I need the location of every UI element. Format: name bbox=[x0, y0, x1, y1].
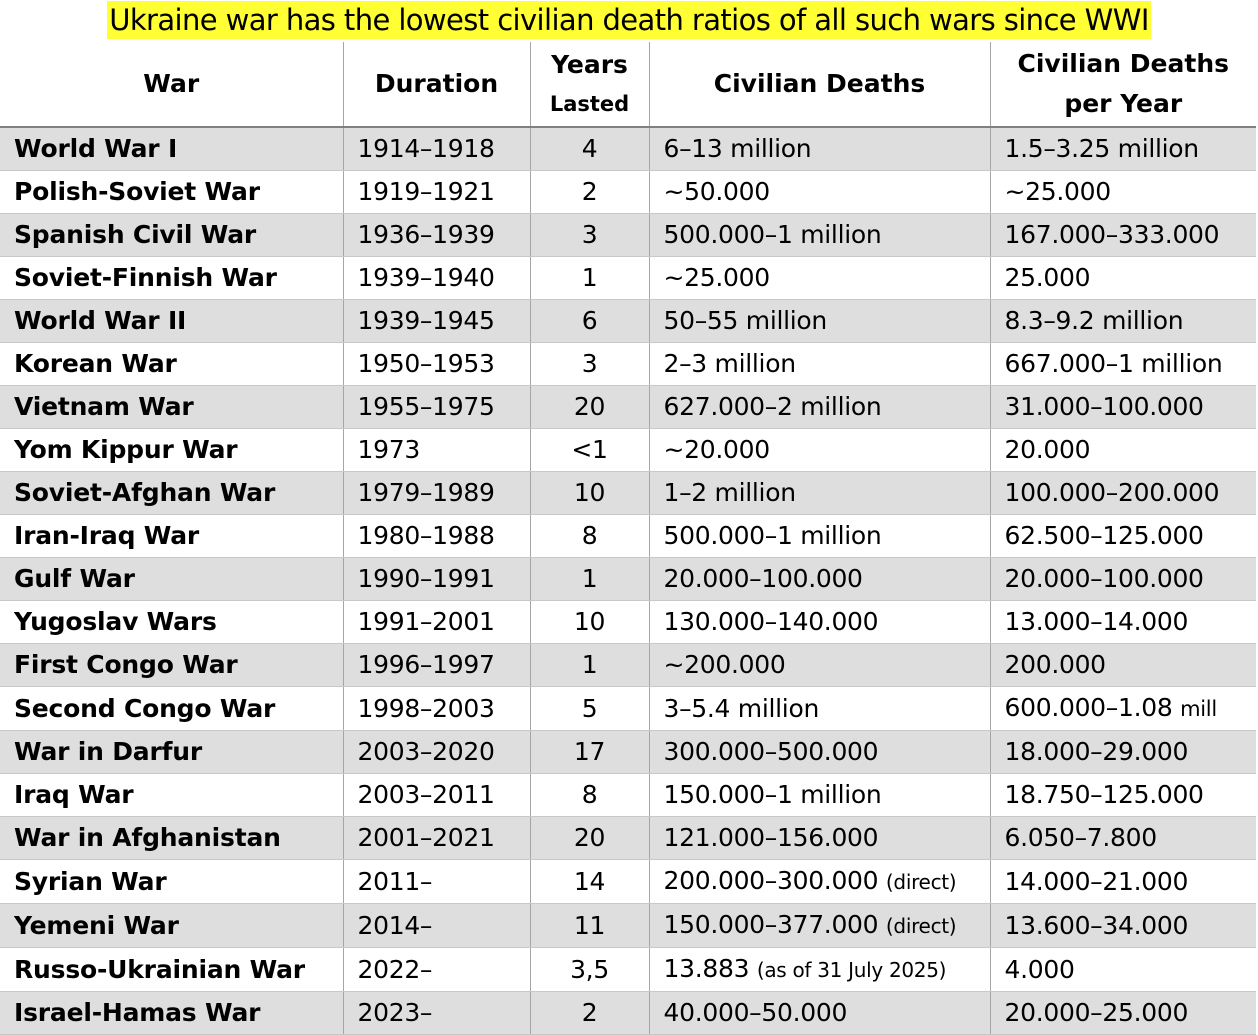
war-name: Korean War bbox=[14, 349, 177, 378]
duration: 2023– bbox=[357, 998, 433, 1027]
page-title: Ukraine war has the lowest civilian death ratios of all such wars since WWI bbox=[109, 3, 1149, 37]
duration: 1939–1940 bbox=[357, 263, 495, 292]
years-lasted: 8 bbox=[581, 521, 598, 550]
duration-cell bbox=[343, 171, 530, 214]
war-name-cell bbox=[0, 429, 343, 472]
years-cell bbox=[530, 860, 649, 904]
war-name: Polish-Soviet War bbox=[14, 177, 260, 206]
header-per-year-line2: per Year bbox=[1064, 89, 1183, 118]
war-name-cell bbox=[0, 171, 343, 214]
duration: 2014– bbox=[357, 910, 433, 940]
duration-cell bbox=[343, 731, 530, 774]
war-name: Yugoslav Wars bbox=[14, 607, 217, 636]
civilian-deaths-cell bbox=[649, 948, 990, 992]
civilian-deaths-cell bbox=[649, 386, 990, 429]
deaths-per-year: 20.000 bbox=[1004, 435, 1091, 464]
war-name: Russo-Ukrainian War bbox=[14, 954, 305, 984]
duration-cell bbox=[343, 472, 530, 515]
civilian-deaths-cell bbox=[649, 343, 990, 386]
civilian-deaths-cell bbox=[649, 429, 990, 472]
civilian-deaths-cell bbox=[649, 992, 990, 1035]
duration-cell bbox=[343, 214, 530, 257]
duration: 2011– bbox=[357, 866, 433, 896]
civilian-deaths: 20.000–100.000 bbox=[663, 564, 863, 593]
table-row bbox=[0, 429, 1256, 472]
deaths-per-year: 13.600–34.000 bbox=[1004, 910, 1189, 940]
deaths-per-year: 62.500–125.000 bbox=[1004, 521, 1204, 550]
table-row bbox=[0, 343, 1256, 386]
duration-cell bbox=[343, 300, 530, 343]
civilian-deaths-cell bbox=[649, 644, 990, 687]
deaths-per-year-cell bbox=[990, 429, 1256, 472]
deaths-per-year: 13.000–14.000 bbox=[1004, 607, 1189, 636]
duration: 1996–1997 bbox=[357, 650, 495, 679]
deaths-per-year: 1.5–3.25 million bbox=[1004, 134, 1199, 163]
years-lasted: 4 bbox=[581, 134, 598, 163]
deaths-per-year-cell bbox=[990, 472, 1256, 515]
war-name-cell bbox=[0, 817, 343, 860]
deaths-per-year-cell bbox=[990, 214, 1256, 257]
years-lasted: 1 bbox=[581, 263, 598, 292]
war-name: War in Afghanistan bbox=[14, 823, 281, 852]
civilian-deaths-cell bbox=[649, 601, 990, 644]
table-row bbox=[0, 644, 1256, 687]
civilian-deaths: 130.000–140.000 bbox=[663, 607, 879, 636]
table-row bbox=[0, 515, 1256, 558]
years-lasted: 2 bbox=[581, 177, 598, 206]
table-row bbox=[0, 948, 1256, 992]
years-cell bbox=[530, 731, 649, 774]
deaths-per-year-cell bbox=[990, 860, 1256, 904]
deaths-per-year: 20.000–25.000 bbox=[1004, 998, 1189, 1027]
civilian-deaths-cell bbox=[649, 774, 990, 817]
civilian-deaths: 50–55 million bbox=[663, 306, 827, 335]
table-row bbox=[0, 601, 1256, 644]
war-name: Vietnam War bbox=[14, 392, 194, 421]
years-cell bbox=[530, 386, 649, 429]
deaths-per-year-cell bbox=[990, 257, 1256, 300]
war-name-cell bbox=[0, 558, 343, 601]
table-row bbox=[0, 731, 1256, 774]
civilian-deaths: 627.000–2 million bbox=[663, 392, 882, 421]
war-name-cell bbox=[0, 860, 343, 904]
header-deaths-per-year bbox=[990, 42, 1256, 127]
duration-cell bbox=[343, 515, 530, 558]
years-lasted: 10 bbox=[573, 607, 606, 636]
deaths-per-year: 167.000–333.000 bbox=[1004, 220, 1220, 249]
civilian-deaths-cell bbox=[649, 515, 990, 558]
war-name: Israel-Hamas War bbox=[14, 998, 261, 1027]
duration: 1990–1991 bbox=[357, 564, 495, 593]
civilian-deaths-note: (direct) bbox=[885, 914, 957, 938]
years-lasted: <1 bbox=[571, 435, 608, 464]
duration: 1950–1953 bbox=[357, 349, 495, 378]
table-body bbox=[0, 127, 1256, 1035]
civilian-deaths: ~25.000 bbox=[663, 263, 770, 292]
table-row bbox=[0, 992, 1256, 1035]
years-lasted: 3,5 bbox=[570, 954, 609, 984]
header-per-year-line1: Civilian Deaths bbox=[1017, 49, 1229, 78]
years-cell bbox=[530, 992, 649, 1035]
war-name-cell bbox=[0, 687, 343, 731]
deaths-per-year-cell bbox=[990, 992, 1256, 1035]
duration-cell bbox=[343, 948, 530, 992]
war-name-cell bbox=[0, 644, 343, 687]
civilian-deaths-cell bbox=[649, 817, 990, 860]
civilian-deaths-note: (as of 31 July 2025) bbox=[756, 958, 947, 982]
duration: 1973 bbox=[357, 435, 420, 464]
duration: 1939–1945 bbox=[357, 306, 495, 335]
deaths-per-year-cell bbox=[990, 687, 1256, 731]
war-name-cell bbox=[0, 515, 343, 558]
deaths-per-year: 18.750–125.000 bbox=[1004, 780, 1204, 809]
years-cell bbox=[530, 300, 649, 343]
war-name: Iraq War bbox=[14, 780, 134, 809]
table-row bbox=[0, 257, 1256, 300]
duration: 1914–1918 bbox=[357, 134, 495, 163]
war-name-cell bbox=[0, 343, 343, 386]
years-lasted: 3 bbox=[581, 349, 598, 378]
title-wrapper bbox=[0, 0, 1258, 40]
duration: 2003–2020 bbox=[357, 737, 495, 766]
years-cell bbox=[530, 515, 649, 558]
war-name-cell bbox=[0, 992, 343, 1035]
years-lasted: 3 bbox=[581, 220, 598, 249]
war-name-cell bbox=[0, 127, 343, 171]
war-name-cell bbox=[0, 386, 343, 429]
civilian-deaths: 1–2 million bbox=[663, 478, 796, 507]
war-name: Soviet-Finnish War bbox=[14, 263, 277, 292]
table-row bbox=[0, 558, 1256, 601]
war-name: Second Congo War bbox=[14, 693, 276, 723]
civilian-deaths-cell bbox=[649, 904, 990, 948]
years-cell bbox=[530, 429, 649, 472]
duration: 1979–1989 bbox=[357, 478, 495, 507]
header-years-lasted bbox=[530, 42, 649, 127]
civilian-deaths: 150.000–377.000 bbox=[663, 910, 879, 939]
deaths-per-year: 6.050–7.800 bbox=[1004, 823, 1157, 852]
years-lasted: 2 bbox=[581, 998, 598, 1027]
duration-cell bbox=[343, 257, 530, 300]
civilian-deaths-cell bbox=[649, 731, 990, 774]
deaths-per-year-cell bbox=[990, 774, 1256, 817]
table-row bbox=[0, 171, 1256, 214]
war-name: Yemeni War bbox=[14, 910, 179, 940]
years-cell bbox=[530, 472, 649, 515]
war-name: First Congo War bbox=[14, 650, 238, 679]
civilian-deaths: 6–13 million bbox=[663, 134, 812, 163]
civilian-deaths: ~20.000 bbox=[663, 435, 770, 464]
table-row bbox=[0, 214, 1256, 257]
deaths-per-year: 4.000 bbox=[1004, 954, 1075, 984]
years-lasted: 5 bbox=[581, 693, 598, 723]
deaths-per-year: 25.000 bbox=[1004, 263, 1091, 292]
table-row bbox=[0, 300, 1256, 343]
civilian-deaths: 150.000–1 million bbox=[663, 780, 882, 809]
duration-cell bbox=[343, 343, 530, 386]
deaths-per-year-cell bbox=[990, 644, 1256, 687]
civilian-deaths: 300.000–500.000 bbox=[663, 737, 879, 766]
deaths-per-year-cell bbox=[990, 343, 1256, 386]
deaths-per-year-cell bbox=[990, 948, 1256, 992]
deaths-per-year-cell bbox=[990, 558, 1256, 601]
war-name: War in Darfur bbox=[14, 737, 203, 766]
duration-cell bbox=[343, 817, 530, 860]
deaths-per-year-cell bbox=[990, 601, 1256, 644]
war-name-cell bbox=[0, 601, 343, 644]
duration: 2001–2021 bbox=[357, 823, 495, 852]
duration-cell bbox=[343, 127, 530, 171]
duration-cell bbox=[343, 429, 530, 472]
war-name: Syrian War bbox=[14, 866, 167, 896]
deaths-per-year: 667.000–1 million bbox=[1004, 349, 1223, 378]
duration-cell bbox=[343, 386, 530, 429]
years-cell bbox=[530, 558, 649, 601]
duration: 1919–1921 bbox=[357, 177, 495, 206]
civilian-deaths: 121.000–156.000 bbox=[663, 823, 879, 852]
years-lasted: 11 bbox=[573, 910, 606, 940]
war-name-cell bbox=[0, 731, 343, 774]
war-name-cell bbox=[0, 904, 343, 948]
deaths-per-year-suffix: mill bbox=[1180, 697, 1217, 721]
deaths-per-year-cell bbox=[990, 904, 1256, 948]
civilian-deaths-cell bbox=[649, 127, 990, 171]
war-name: Gulf War bbox=[14, 564, 135, 593]
war-name-cell bbox=[0, 774, 343, 817]
header-civilian-deaths: Civilian Deaths bbox=[649, 42, 990, 127]
years-cell bbox=[530, 904, 649, 948]
civilian-deaths-note: (direct) bbox=[885, 870, 957, 894]
civilian-deaths: ~200.000 bbox=[663, 650, 786, 679]
years-lasted: 1 bbox=[581, 650, 598, 679]
duration-cell bbox=[343, 558, 530, 601]
years-cell bbox=[530, 171, 649, 214]
war-deaths-table bbox=[0, 42, 1256, 1035]
deaths-per-year: 100.000–200.000 bbox=[1004, 478, 1220, 507]
deaths-per-year: 14.000–21.000 bbox=[1004, 866, 1189, 896]
war-name: Iran-Iraq War bbox=[14, 521, 200, 550]
years-cell bbox=[530, 343, 649, 386]
duration-cell bbox=[343, 774, 530, 817]
table-row bbox=[0, 860, 1256, 904]
header-years-line2: Lasted bbox=[549, 92, 630, 116]
years-cell bbox=[530, 644, 649, 687]
years-cell bbox=[530, 601, 649, 644]
years-cell bbox=[530, 774, 649, 817]
years-cell bbox=[530, 687, 649, 731]
duration: 1991–2001 bbox=[357, 607, 495, 636]
years-lasted: 8 bbox=[581, 780, 598, 809]
civilian-deaths-cell bbox=[649, 171, 990, 214]
deaths-per-year-cell bbox=[990, 731, 1256, 774]
war-name-cell bbox=[0, 472, 343, 515]
deaths-per-year: 200.000 bbox=[1004, 650, 1106, 679]
years-lasted: 14 bbox=[573, 866, 606, 896]
table-row bbox=[0, 774, 1256, 817]
header-duration: Duration bbox=[343, 42, 530, 127]
duration: 2022– bbox=[357, 954, 433, 984]
deaths-per-year-cell bbox=[990, 300, 1256, 343]
table-row bbox=[0, 817, 1256, 860]
duration: 1998–2003 bbox=[357, 693, 495, 723]
deaths-per-year-cell bbox=[990, 386, 1256, 429]
duration-cell bbox=[343, 904, 530, 948]
civilian-deaths: 3–5.4 million bbox=[663, 693, 819, 723]
war-name: World War I bbox=[14, 134, 178, 163]
deaths-per-year-cell bbox=[990, 817, 1256, 860]
table-row bbox=[0, 904, 1256, 948]
civilian-deaths-cell bbox=[649, 300, 990, 343]
deaths-per-year: 31.000–100.000 bbox=[1004, 392, 1204, 421]
deaths-per-year: 20.000–100.000 bbox=[1004, 564, 1204, 593]
duration: 1955–1975 bbox=[357, 392, 495, 421]
deaths-per-year: 18.000–29.000 bbox=[1004, 737, 1189, 766]
war-name: Soviet-Afghan War bbox=[14, 478, 276, 507]
civilian-deaths-cell bbox=[649, 257, 990, 300]
civilian-deaths: 40.000–50.000 bbox=[663, 998, 848, 1027]
table-row bbox=[0, 687, 1256, 731]
duration: 1980–1988 bbox=[357, 521, 495, 550]
war-name-cell bbox=[0, 300, 343, 343]
deaths-per-year: 600.000–1.08 bbox=[1004, 693, 1173, 722]
war-name: Spanish Civil War bbox=[14, 220, 257, 249]
table-header bbox=[0, 42, 1256, 127]
duration-cell bbox=[343, 687, 530, 731]
duration-cell bbox=[343, 644, 530, 687]
duration: 1936–1939 bbox=[357, 220, 495, 249]
war-name-cell bbox=[0, 257, 343, 300]
years-cell bbox=[530, 817, 649, 860]
years-lasted: 6 bbox=[581, 306, 598, 335]
years-lasted: 20 bbox=[573, 392, 606, 421]
deaths-per-year: 8.3–9.2 million bbox=[1004, 306, 1184, 335]
table-row bbox=[0, 472, 1256, 515]
civilian-deaths-cell bbox=[649, 214, 990, 257]
years-cell bbox=[530, 257, 649, 300]
civilian-deaths: 13.883 bbox=[663, 954, 750, 983]
deaths-per-year-cell bbox=[990, 171, 1256, 214]
civilian-deaths-cell bbox=[649, 472, 990, 515]
table-row bbox=[0, 127, 1256, 171]
header-war: War bbox=[0, 42, 343, 127]
years-lasted: 17 bbox=[573, 737, 606, 766]
deaths-per-year-cell bbox=[990, 515, 1256, 558]
civilian-deaths: 200.000–300.000 bbox=[663, 866, 879, 895]
civilian-deaths: 500.000–1 million bbox=[663, 220, 882, 249]
duration-cell bbox=[343, 860, 530, 904]
war-name-cell bbox=[0, 214, 343, 257]
deaths-per-year-cell bbox=[990, 127, 1256, 171]
civilian-deaths-cell bbox=[649, 558, 990, 601]
years-lasted: 1 bbox=[581, 564, 598, 593]
civilian-deaths-cell bbox=[649, 860, 990, 904]
deaths-per-year: ~25.000 bbox=[1004, 177, 1111, 206]
war-name: World War II bbox=[14, 306, 187, 335]
civilian-deaths: ~50.000 bbox=[663, 177, 770, 206]
civilian-deaths-cell bbox=[649, 687, 990, 731]
years-lasted: 10 bbox=[573, 478, 606, 507]
war-name: Yom Kippur War bbox=[14, 435, 238, 464]
war-name-cell bbox=[0, 948, 343, 992]
header-row bbox=[0, 42, 1256, 127]
civilian-deaths: 2–3 million bbox=[663, 349, 796, 378]
duration-cell bbox=[343, 992, 530, 1035]
years-cell bbox=[530, 948, 649, 992]
years-cell bbox=[530, 214, 649, 257]
years-lasted: 20 bbox=[573, 823, 606, 852]
civilian-deaths: 500.000–1 million bbox=[663, 521, 882, 550]
header-years-line1: Years bbox=[551, 50, 628, 79]
years-cell bbox=[530, 127, 649, 171]
table-row bbox=[0, 386, 1256, 429]
duration: 2003–2011 bbox=[357, 780, 495, 809]
duration-cell bbox=[343, 601, 530, 644]
